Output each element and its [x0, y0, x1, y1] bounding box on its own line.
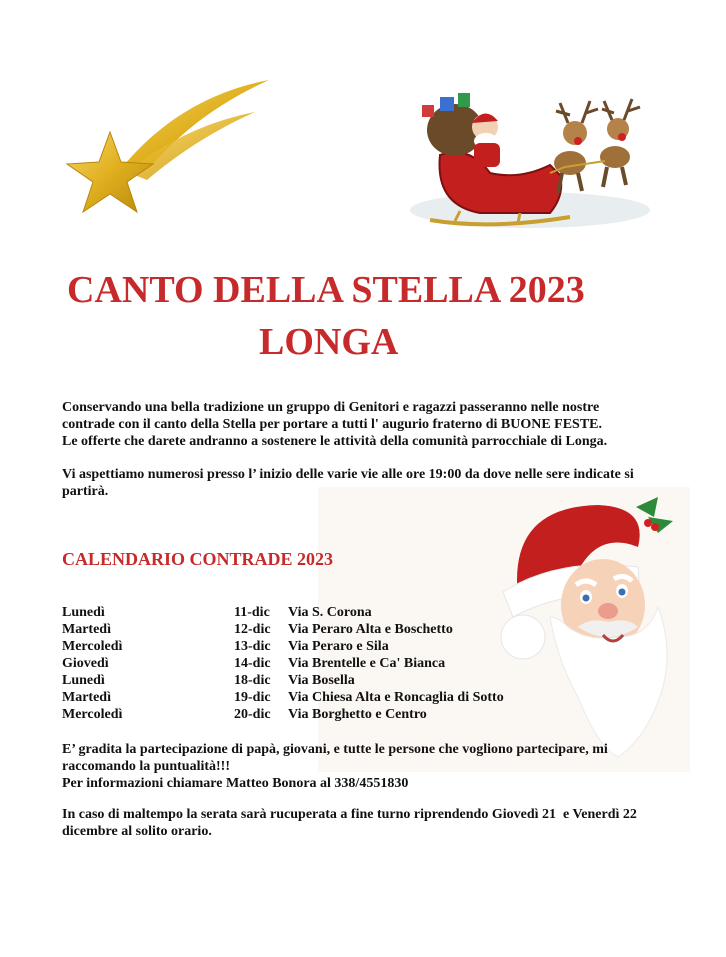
calendar-street: Via S. Corona	[288, 605, 372, 620]
meeting-line: partirà.	[62, 484, 109, 499]
calendar-date: 13-dic	[234, 639, 271, 654]
calendar-day: Lunedì	[62, 673, 105, 688]
meeting-line: Vi aspettiamo numerosi presso l’ inizio delle varie vie alle ore 19:00 da dove nelle sere indicate si	[62, 467, 634, 482]
calendar-date: 11-dic	[234, 605, 270, 620]
calendar-date: 18-dic	[234, 673, 271, 688]
intro-line: Conservando una bella tradizione un gruppo di Genitori e ragazzi passeranno nelle nostre	[62, 400, 600, 415]
bad-weather-paragraph	[62, 806, 682, 840]
calendar-street: Via Chiesa Alta e Roncaglia di Sotto	[288, 690, 504, 705]
contact-line: Per informazioni chiamare Matteo Bonora al 338/4551830	[62, 776, 409, 791]
calendar-day: Martedì	[62, 690, 111, 705]
bad-weather-line: dicembre al solito orario.	[62, 824, 212, 839]
participation-paragraph	[62, 741, 682, 792]
sleigh-reindeer-illustration	[400, 85, 660, 235]
calendar-street: Via Bosella	[288, 673, 355, 688]
calendar-heading: CALENDARIO CONTRADE 2023	[62, 549, 334, 569]
calendar-day: Giovedì	[62, 656, 109, 671]
page-title-location: LONGA	[259, 321, 399, 363]
calendar-street: Via Peraro Alta e Boschetto	[288, 622, 453, 637]
participation-line: E’ gradita la partecipazione di papà, giovani, e tutte le persone che vogliono partecipare, mi	[62, 742, 608, 757]
page-title: CANTO DELLA STELLA 2023	[67, 269, 585, 311]
calendar-date: 20-dic	[234, 707, 271, 722]
intro-paragraph	[62, 399, 662, 450]
calendar-date: 12-dic	[234, 622, 271, 637]
calendar-day: Mercoledì	[62, 639, 123, 654]
intro-line: contrade con il canto della Stella per portare a tutti l' augurio fraterno di BUONE FESTE.	[62, 417, 603, 432]
intro-line: Le offerte che darete andranno a sostenere le attività della comunità parrocchiale di Longa.	[62, 434, 608, 449]
participation-line: raccomando la puntualità!!!	[62, 759, 230, 774]
meeting-paragraph	[62, 466, 682, 500]
calendar-date: 14-dic	[234, 656, 271, 671]
calendar-day: Mercoledì	[62, 707, 123, 722]
shooting-star-icon	[55, 72, 275, 217]
calendar-day: Martedì	[62, 622, 111, 637]
calendar-street: Via Borghetto e Centro	[288, 707, 427, 722]
calendar-date: 19-dic	[234, 690, 271, 705]
calendar-street: Via Peraro e Sila	[288, 639, 389, 654]
bad-weather-line: In caso di maltempo la serata sarà rucuperata a fine turno riprendendo Giovedì 21 e Venerdì 22	[62, 807, 637, 822]
calendar-day: Lunedì	[62, 605, 105, 620]
calendar-street: Via Brentelle e Ca' Bianca	[288, 656, 446, 671]
